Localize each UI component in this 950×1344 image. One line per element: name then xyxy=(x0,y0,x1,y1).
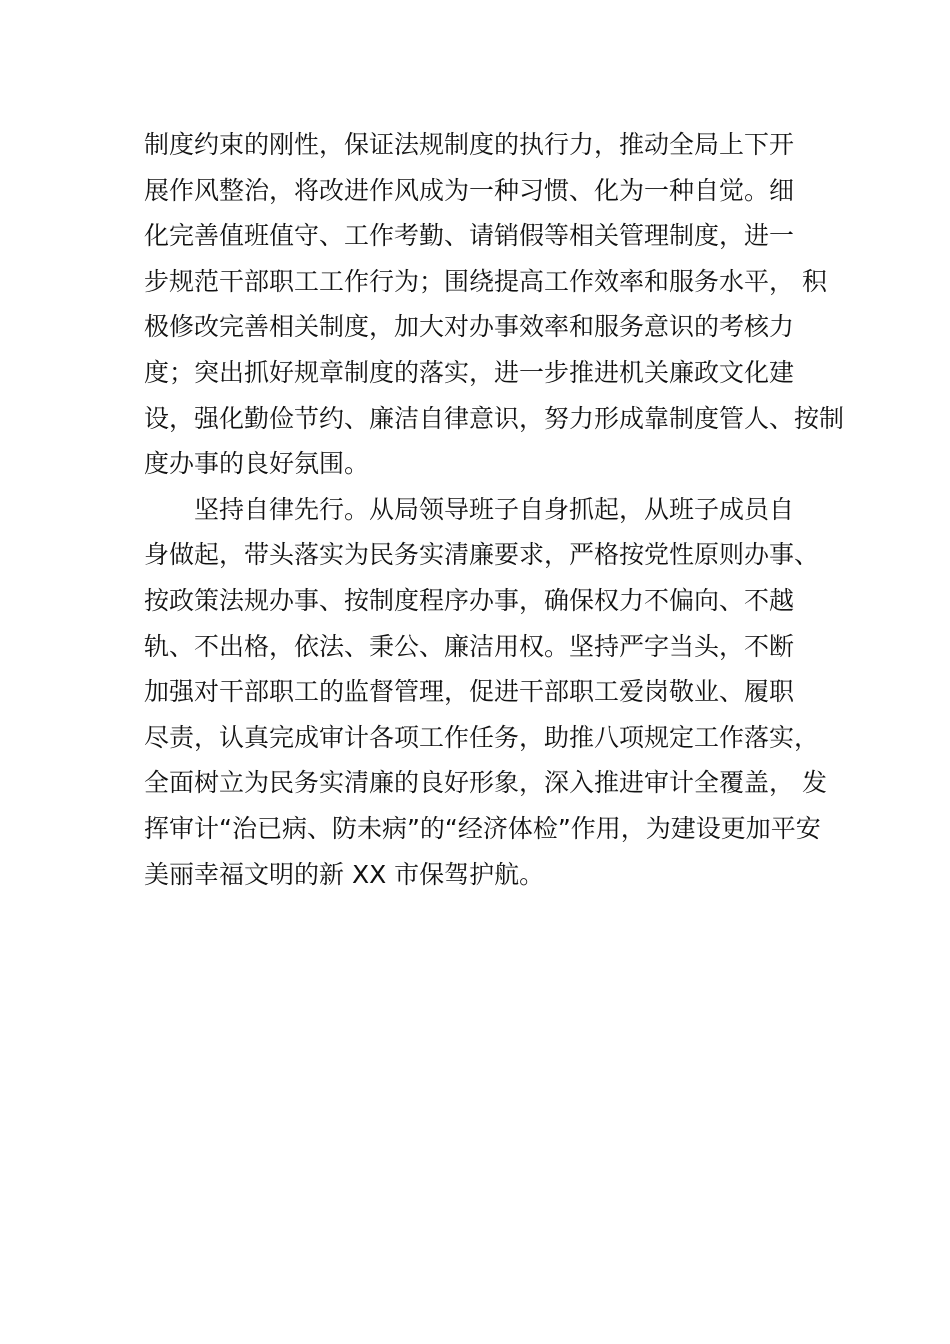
text-line: 轨、不出格，依法、秉公、廉洁用权。坚持严字当头，不断 xyxy=(144,631,795,661)
text-line: 步规范干部职工工作行为；围绕提高工作效率和服务水平， 积 xyxy=(144,266,827,296)
text-line: 身做起，带头落实为民务实清廉要求，严格按党性原则办事、 xyxy=(144,540,820,570)
text-line: 展作风整治，将改进作风成为一种习惯、化为一种自觉。细 xyxy=(144,175,795,205)
document-body xyxy=(144,122,845,897)
paragraph-1 xyxy=(144,122,845,487)
text-line: 按政策法规办事、按制度程序办事，确保权力不偏向、不越 xyxy=(144,585,795,615)
text-line: 挥审计“治已病、防未病”的“经济体检”作用，为建设更加平安 xyxy=(144,813,821,843)
text-line-first-indented: 坚持自律先行。从局领导班子自身抓起，从班子成员自 xyxy=(194,494,795,524)
text-line: 制度约束的刚性，保证法规制度的执行力，推动全局上下开 xyxy=(144,130,795,159)
text-line: 度；突出抓好规章制度的落实，进一步推进机关廉政文化建 xyxy=(144,357,795,387)
text-line: 全面树立为民务实清廉的良好形象，深入推进审计全覆盖， 发 xyxy=(144,768,827,798)
text-line: 设，强化勤俭节约、廉洁自律意识，努力形成靠制度管人、按制 xyxy=(144,403,845,433)
text-line: 极修改完善相关制度，加大对办事效率和服务意识的考核力 xyxy=(144,312,795,342)
text-line: 加强对干部职工的监督管理，促进干部职工爱岗敬业、履职 xyxy=(144,677,795,707)
paragraph-2 xyxy=(144,487,827,897)
text-line: 尽责，认真完成审计各项工作任务，助推八项规定工作落实， xyxy=(144,722,820,752)
text-line: 美丽幸福文明的新 XX 市保驾护航。 xyxy=(144,859,545,889)
text-line: 化完善值班值守、工作考勤、请销假等相关管理制度，进一 xyxy=(144,221,795,251)
text-line: 度办事的良好氛围。 xyxy=(144,449,370,479)
